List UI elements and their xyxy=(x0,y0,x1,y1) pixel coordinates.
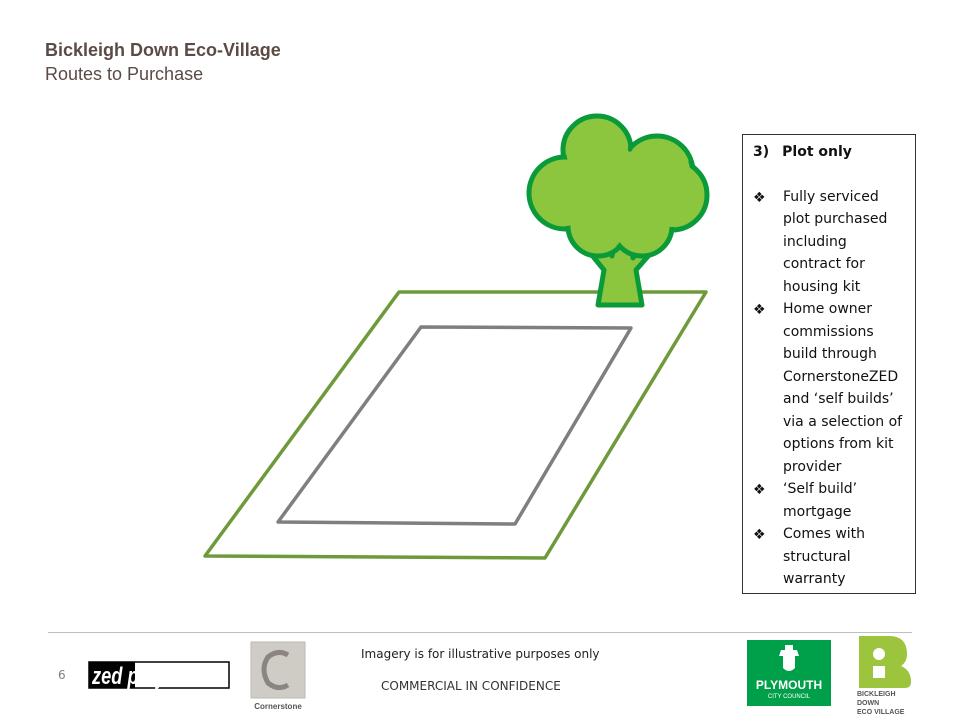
list-item: ❖ ‘Self build’ mortgage xyxy=(753,481,858,520)
confidentiality-notice: COMMERCIAL IN CONFIDENCE xyxy=(381,679,561,693)
plymouth-city-council-logo xyxy=(747,640,831,706)
house-footprint xyxy=(278,327,631,524)
list-item: ❖ Comes with structural warranty xyxy=(753,526,866,587)
four-diamond-bullet-icon: ❖ xyxy=(753,527,766,543)
cornerstone-logo xyxy=(250,641,306,713)
tree-icon xyxy=(529,116,707,305)
footer-divider xyxy=(48,632,912,633)
page-subtitle: Routes to Purchase xyxy=(45,64,204,84)
four-diamond-bullet-icon: ❖ xyxy=(753,302,766,318)
four-diamond-bullet-icon: ❖ xyxy=(753,189,766,206)
list-item: ❖ Home owner commissions build through CornerstoneZED and ‘self builds’ via a selection of options from kit provider xyxy=(753,301,903,475)
svg-text:DOWN: DOWN xyxy=(857,700,880,707)
svg-text:PLYMOUTH: PLYMOUTH xyxy=(755,678,823,692)
bickleigh-down-logo xyxy=(855,634,917,720)
zed-projects-logo xyxy=(88,659,230,691)
plot-only-info-box xyxy=(742,134,916,594)
option-title: Plot only xyxy=(782,144,852,160)
svg-text:Cornerstone: Cornerstone xyxy=(254,702,302,711)
svg-text:CITY COUNCIL: CITY COUNCIL xyxy=(767,694,811,700)
svg-text:zed projects ltd: zed projects ltd xyxy=(91,663,228,690)
page-number: 6 xyxy=(58,668,66,682)
option-number: 3) xyxy=(753,144,770,160)
feature-list xyxy=(753,186,907,591)
page-title: Bickleigh Down Eco-Village xyxy=(45,40,281,60)
imagery-disclaimer: Imagery is for illustrative purposes only xyxy=(361,647,600,661)
four-diamond-bullet-icon: ❖ xyxy=(753,482,766,498)
svg-text:ECO VILLAGE: ECO VILLAGE xyxy=(857,709,905,716)
svg-text:BICKLEIGH: BICKLEIGH xyxy=(857,691,896,698)
list-item: ❖ Fully serviced plot purchased including contract for housing kit xyxy=(753,188,888,295)
info-box-heading xyxy=(753,141,907,164)
